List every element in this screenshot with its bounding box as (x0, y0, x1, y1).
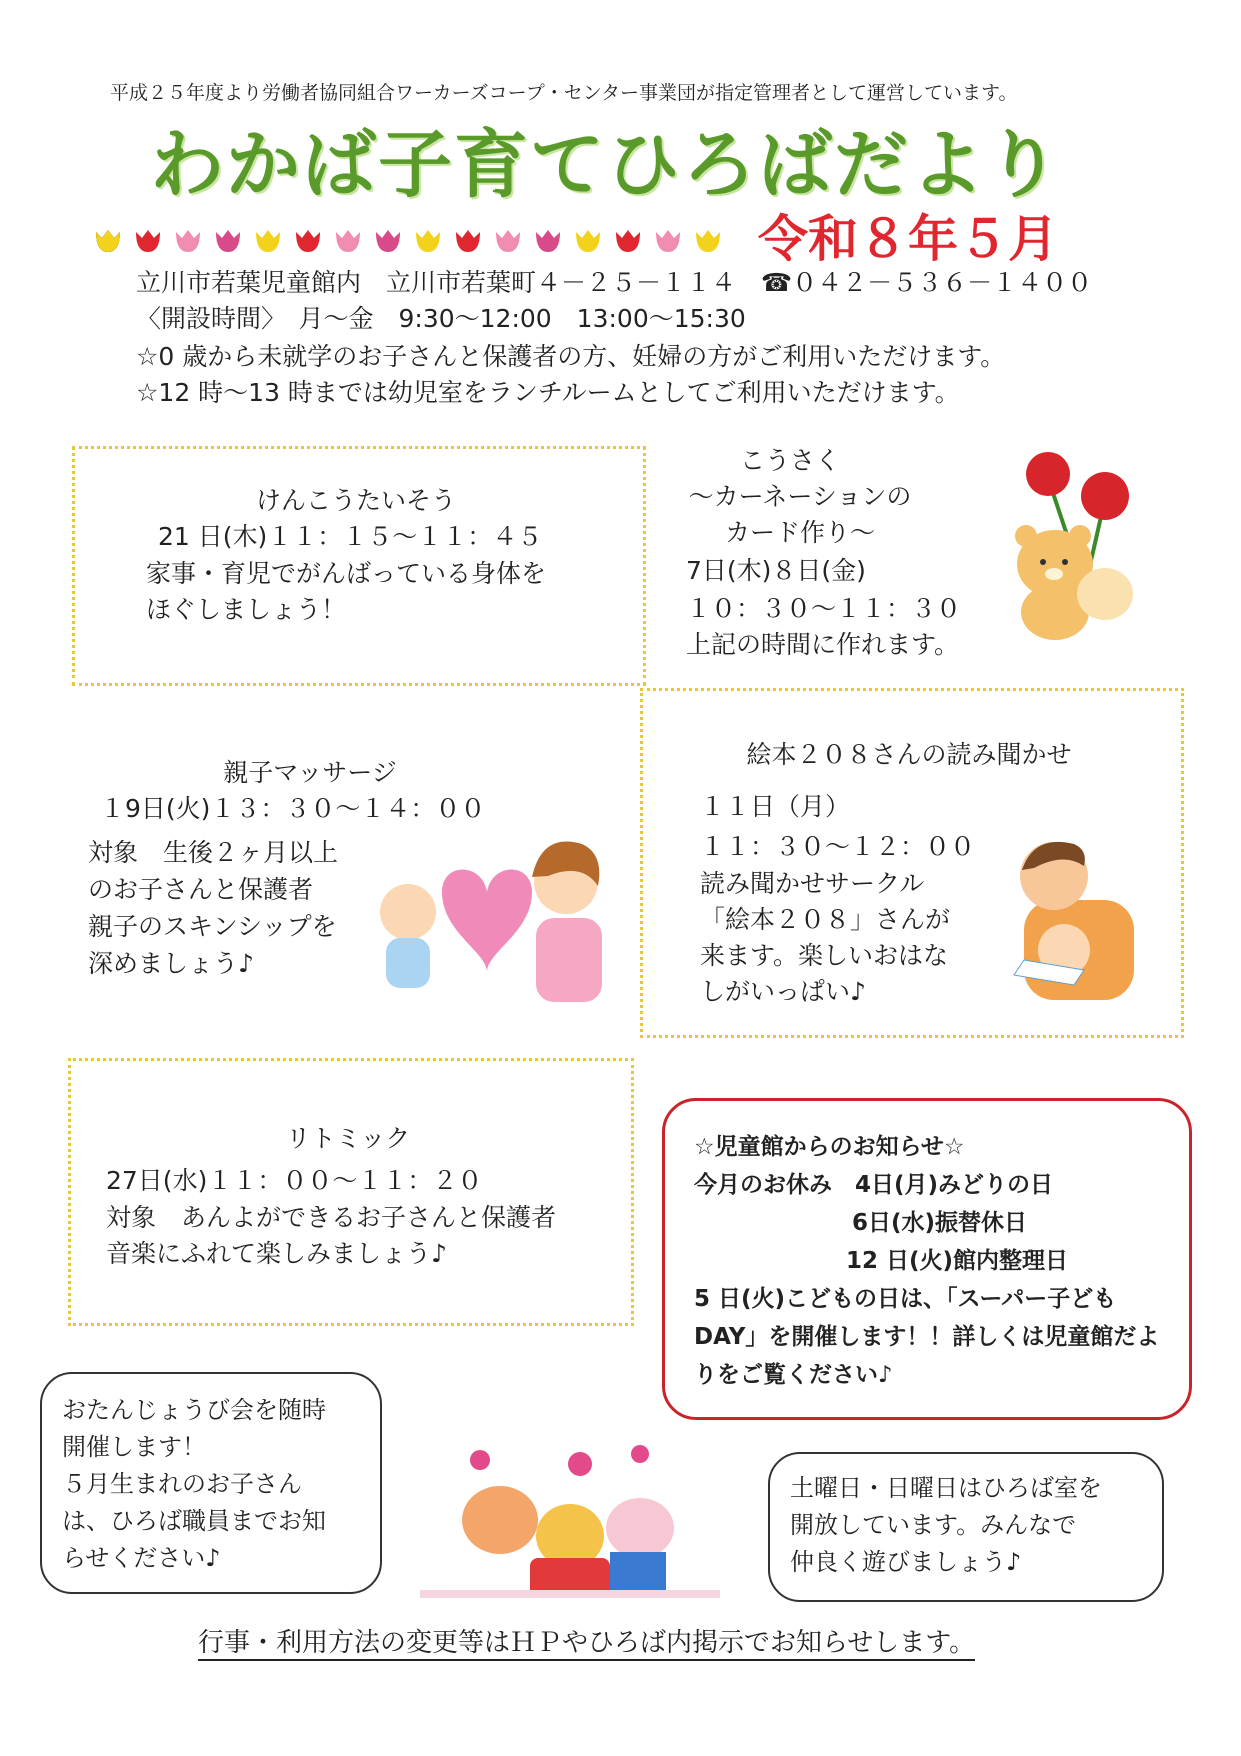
mother-baby-heart-illustration (372, 822, 612, 1002)
notice-super-day: 5 日(火)こどもの日は、「スーパー子ども (694, 1286, 1117, 1312)
issue-date: 令和８年５月 (758, 210, 1058, 268)
kousaku-subtitle: ～カーネーションの (688, 482, 912, 511)
massage-title: 親子マッサージ (223, 758, 397, 787)
rhythmic-time: 27日(水)１１：００～１１：２０ (106, 1166, 483, 1195)
ehon-time: １１：３０～１２：００ (700, 832, 976, 861)
massage-body: 対象 生後２ヶ月以上 のお子さんと保護者 親子のスキンシップを 深めましょう♪ (88, 838, 339, 978)
kousaku-dates: 7日(木)８日(金) (686, 556, 866, 585)
father-reading-illustration (984, 820, 1154, 1010)
kousaku-title: こうさく (739, 446, 840, 475)
massage-time: １9日(火)１３：３０～１４：００ (100, 794, 486, 823)
ehon-title: 絵本２０８さんの読み聞かせ (746, 740, 1072, 769)
kousaku-time: １０：３０～１１：３０ (686, 594, 962, 623)
weekend-text: 土曜日・日曜日はひろば室を 開放しています。みんなで 仲良く遊びましょう♪ (790, 1474, 1102, 1576)
lunch-room-note: ☆12 時～13 時までは幼児室をランチルームとしてご利用いただけます。 (136, 378, 960, 407)
notice-super-day-3: りをご覧ください♪ (694, 1362, 893, 1388)
newsletter-title: わかば子育てひろばだより (150, 122, 1062, 208)
notice-holidays: 今月のお休み 4日(月)みどりの日 (694, 1172, 1054, 1198)
opening-hours: 〈開設時間〉 月～金 9:30～12:00 13:00～15:30 (136, 304, 746, 333)
ehon-date: １１日（月） (700, 792, 851, 821)
kousaku-body: 上記の時間に作れます。 (686, 630, 960, 659)
rhythmic-body: 対象 あんよができるお子さんと保護者 音楽にふれて楽しみましょう♪ (106, 1203, 557, 1268)
rhythmic-title: リトミック (285, 1124, 411, 1153)
address-line: 立川市若葉児童館内 立川市若葉町４－２５－１１４ ☎０４２－５３６－１４００ (136, 268, 1093, 297)
footer-note: 行事・利用方法の変更等はＨＰやひろば内掲示でお知らせします。 (198, 1630, 975, 1661)
kenko-time: 21 日(木)１１：１５～１１：４５ (158, 522, 543, 551)
notice-heading: ☆児童館からのお知らせ☆ (694, 1134, 965, 1160)
bear-carnation-illustration (1010, 444, 1140, 644)
birthday-text: おたんじょうび会を随時 開催します！ ５月生まれのお子さん は、ひろば職員までお知 らせください♪ (62, 1396, 326, 1572)
kenko-body: 家事・育児でがんばっている身体を ほぐしましょう！ (146, 559, 547, 624)
notice-super-day-2: DAY」を開催します！！詳しくは児童館だよ (694, 1324, 1160, 1350)
animals-celebration-illustration (420, 1440, 720, 1600)
notice-holiday-3: 12 日(火)館内整理日 (846, 1248, 1069, 1274)
ehon-body: 読み聞かせサークル 「絵本２０８」さんが 来ます。楽しいおはな しがいっぱい♪ (700, 869, 951, 1006)
notice-holiday-2: 6日(水)振替休日 (852, 1210, 1028, 1236)
tulip-row-decoration (92, 224, 732, 258)
kousaku-subtitle-2: カード作り～ (724, 518, 875, 547)
kenko-title: けんこうたいそう (255, 486, 456, 515)
operator-note: 平成２５年度より労働者協同組合ワーカーズコープ・センター事業団が指定管理者として運営しています。 (110, 82, 1018, 104)
eligibility-note: ☆0 歳から未就学のお子さんと保護者の方、妊婦の方がご利用いただけます。 (136, 342, 1006, 371)
